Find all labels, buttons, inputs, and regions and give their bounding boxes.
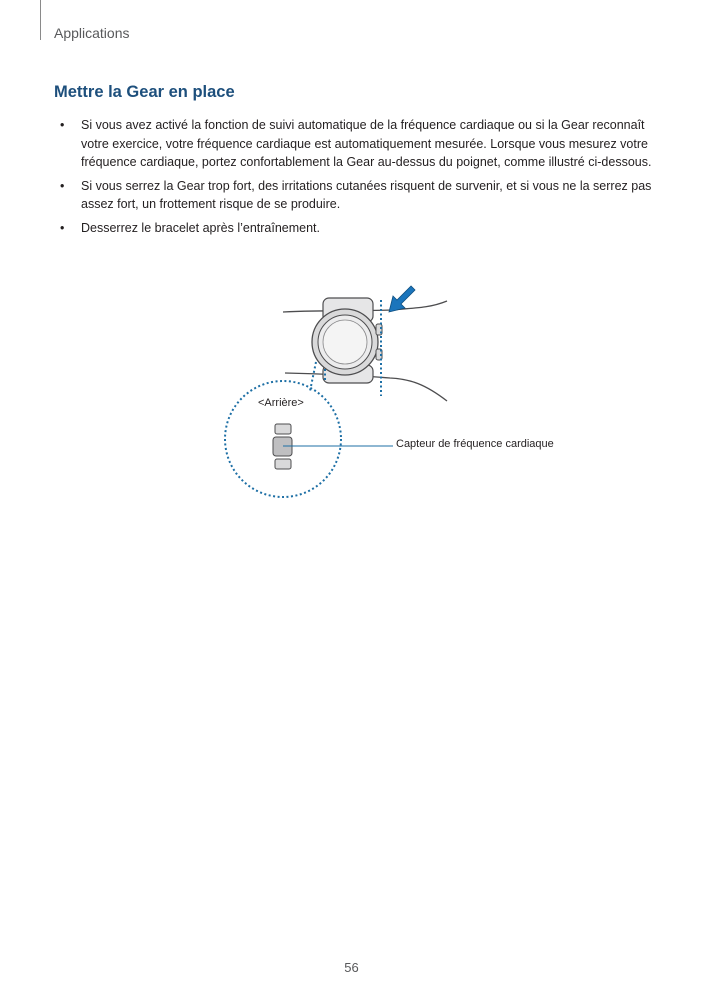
instruction-list xyxy=(54,116,664,242)
sensor-pad-bottom xyxy=(275,459,291,469)
instruction-item xyxy=(54,116,664,172)
section-title: Mettre la Gear en place xyxy=(54,83,235,101)
page-number: 56 xyxy=(344,960,359,975)
header-section-name: Applications xyxy=(54,25,130,41)
watch-face xyxy=(323,320,367,364)
instruction-item xyxy=(54,219,664,238)
back-view-connector-left xyxy=(310,362,316,391)
heart-rate-sensor-label: Capteur de fréquence cardiaque xyxy=(396,438,554,450)
back-view-label: <Arrière> xyxy=(258,397,304,409)
instruction-text: Si vous serrez la Gear trop fort, des irritations cutanées risquent de survenir, et si vous ne la serrez pas assez fort, un frottement risque de se produire. xyxy=(81,178,652,211)
instruction-text: Desserrez le bracelet après l’entraînement. xyxy=(81,220,321,235)
watch-wearing-illustration xyxy=(215,280,575,505)
instruction-text: Si vous avez activé la fonction de suivi automatique de la fréquence cardiaque ou si la Gear reconnaît votre exercice, votre fréquence cardiaque est automatiquement mesurée. Lorsque vous mesurez votre fréquence cardiaque, portez confortablement la Gear au-dessus du poignet, comme illustré ci-dessous. xyxy=(81,118,652,169)
sensor-pad-top xyxy=(275,424,291,434)
bullet-marker: • xyxy=(60,118,65,132)
instruction-item xyxy=(54,177,664,214)
bullet-marker: • xyxy=(60,220,65,235)
header-divider xyxy=(40,0,41,40)
watch-illustration-svg xyxy=(215,280,575,505)
bullet-marker: • xyxy=(60,178,65,193)
